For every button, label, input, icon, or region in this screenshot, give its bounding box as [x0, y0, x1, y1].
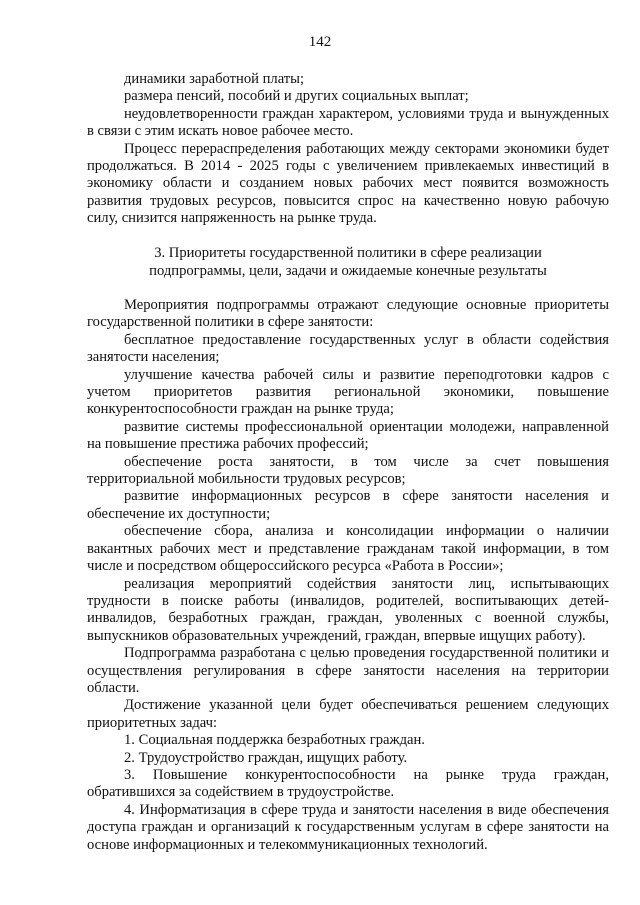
text-block-priorities — [87, 297, 609, 854]
list-item: развитие системы профессиональной ориентации молодежи, направленной на повышение престижа рабочих профессий; — [87, 418, 609, 453]
task-item: 2. Трудоустройство граждан, ищущих работу. — [124, 749, 408, 766]
list-item: улучшение качества рабочей силы и развитие переподготовки кадров с учетом приоритетов развития региональной экономики, повышение конкурентоспособности граждан на рынке труда; — [87, 366, 609, 418]
list-item: обеспечение сбора, анализа и консолидации информации о наличии вакантных рабочих мест и представление гражданам такой информации, в том числе и посредством общероссийского ресурса «Работа в России»; — [87, 523, 609, 575]
list-item: динамики заработной платы; — [124, 71, 305, 87]
paragraph: Процесс перераспределения работающих между секторами экономики будет продолжаться. В 2014 - 2025 годы с увеличением привлекаемых инвестиций в экономику области и созданием новых рабочих мест появится возможность развития трудовых ресурсов, повысится спрос на качественно новую рабочую силу, снизится напряженность на рынке труда. — [87, 140, 609, 227]
list-item: развитие информационных ресурсов в сфере занятости населения и обеспечение их доступности; — [87, 488, 609, 522]
section-heading-line-2: подпрограммы, цели, задачи и ожидаемые конечные результаты — [149, 262, 547, 279]
list-item: бесплатное предоставление государственных услуг в области содействия занятости населения; — [87, 331, 609, 366]
list-item: реализация мероприятий содействия занятости лиц, испытывающих трудности в поиске работы (инвалидов, родителей, воспитывающих детей-инвалидов, безработных граждан, граждан, уволенных с военной службы, выпускников образовательных учреждений, граждан, впервые ищущих работу). — [87, 575, 609, 644]
paragraph: Мероприятия подпрограммы отражают следующие основные приоритеты государственной политики в сфере занятости: — [87, 297, 609, 331]
list-item: неудовлетворенности граждан характером, условиями труда и вынужденных в связи с этим искать новое рабочее место. — [87, 105, 609, 140]
list-item: обеспечение роста занятости, в том числе за счет повышения территориальной мобильности трудовых ресурсов; — [87, 453, 609, 488]
paragraph: Подпрограмма разработана с целью проведения государственной политики и осуществления регулирования в сфере занятости населения на территории области. — [87, 645, 609, 696]
section-heading — [87, 245, 609, 280]
task-item: 1. Социальная поддержка безработных граждан. — [124, 732, 425, 749]
task-item: 3. Повышение конкурентоспособности на рынке труда граждан, обратившихся за содействием в трудоустройстве. — [87, 766, 609, 801]
page-number: 142 — [308, 34, 332, 50]
list-item: размера пенсий, пособий и других социальных выплат; — [124, 88, 469, 105]
section-heading-line-1: 3. Приоритеты государственной политики в сфере реализации — [154, 245, 542, 261]
text-block-intro — [87, 71, 609, 228]
paragraph: Достижение указанной цели будет обеспечиваться решением следующих приоритетных задач: — [87, 697, 609, 731]
task-item: 4. Информатизация в сфере труда и занятости населения в виде обеспечения доступа граждан и организаций к государственным услугам в сфере занятости на основе информационных и телекоммуникационных технологий. — [87, 801, 609, 853]
